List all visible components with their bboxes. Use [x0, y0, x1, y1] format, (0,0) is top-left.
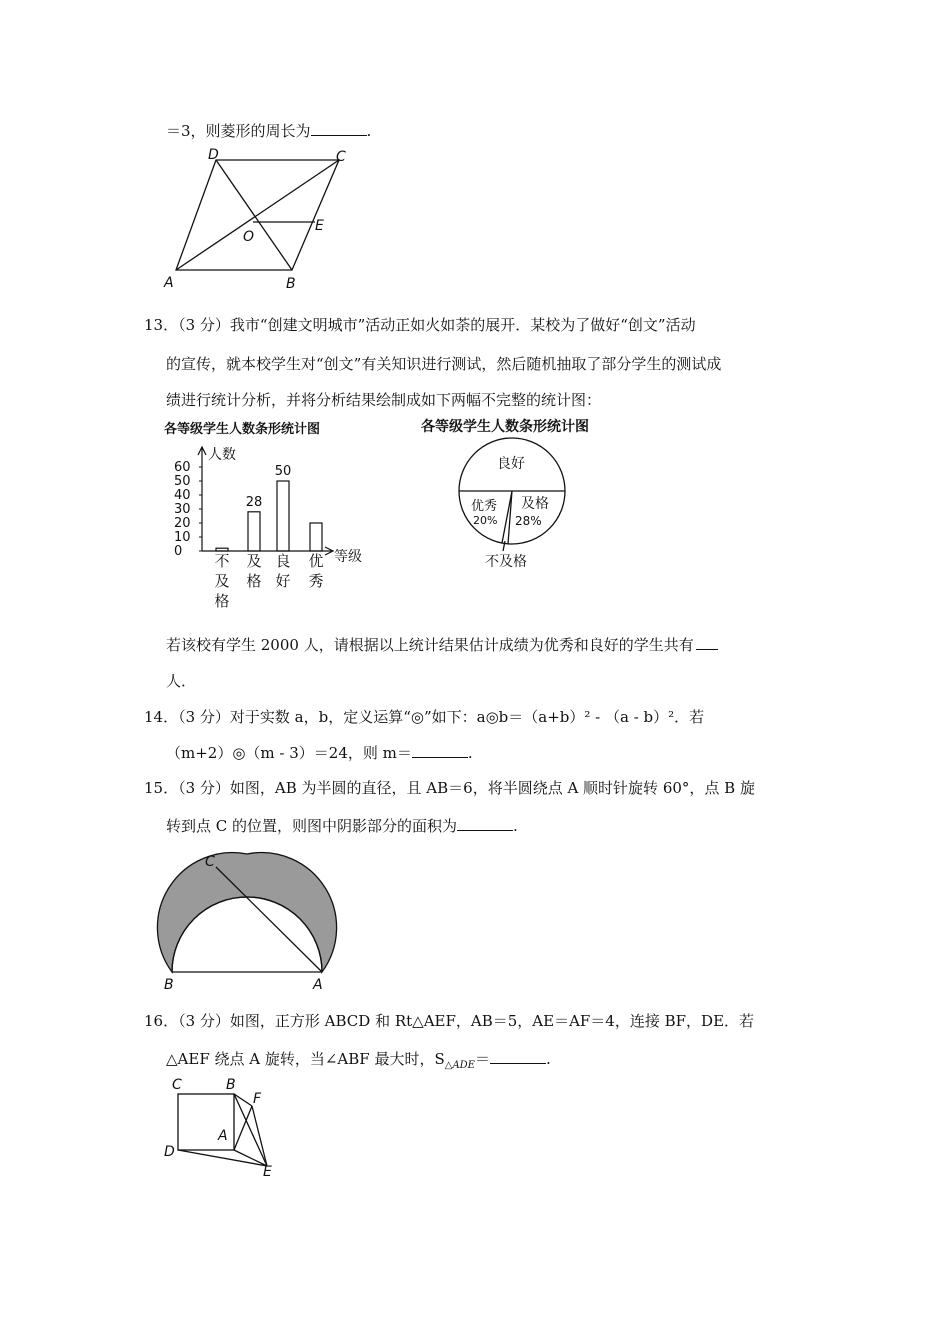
pie-value-excellent: 20%: [473, 514, 498, 527]
label-c: C: [205, 854, 215, 870]
label-d: D: [208, 147, 219, 163]
bar-2: [248, 512, 260, 551]
pie-value-pass: 28%: [515, 514, 542, 528]
answer-blank[interactable]: [696, 634, 718, 650]
x-category-label: 格: [214, 592, 230, 610]
bar-chart-ylabel: 人数: [208, 447, 236, 463]
pie-pointer: [503, 541, 505, 551]
y-tick-label: 10: [174, 530, 191, 545]
q14-line2: （m+2）◎（m - 3）＝24，则 m＝ .: [166, 744, 473, 762]
q13-question-line2: 人．: [166, 672, 197, 690]
pie-label-excellent: 优秀: [471, 499, 498, 514]
y-tick-label: 30: [174, 502, 191, 517]
y-tick-label: 20: [174, 516, 191, 531]
label-d: D: [164, 1144, 175, 1160]
answer-blank[interactable]: [311, 120, 367, 136]
y-tick-label: 60: [174, 460, 191, 475]
bar-data-label: 28: [245, 494, 263, 510]
q14-line1: 14．（3 分）对于实数 a，b，定义运算“◎”如下：a◎b＝（a+b）² - （a - b）²．若: [144, 708, 705, 726]
label-e: E: [263, 1164, 272, 1180]
answer-blank[interactable]: [490, 1048, 546, 1064]
label-c: C: [172, 1077, 182, 1093]
pie-label-pass: 及格: [521, 496, 549, 512]
x-category-label: 优: [308, 552, 324, 570]
x-category-label: 不: [214, 552, 230, 570]
q15-line2: 转到点 C 的位置，则图中阴影部分的面积为 .: [166, 817, 518, 835]
q13-line3: 绩进行统计分析，并将分析结果绘制成如下两幅不完整的统计图：: [166, 391, 602, 409]
label-c: C: [336, 149, 346, 165]
bar-chart-title: 各等级学生人数条形统计图: [164, 422, 321, 437]
bar-chart: [162, 415, 382, 610]
q16-line2: △AEF 绕点 A 旋转，当∠ABF 最大时，$S_{\triangle ADE}=$ .: [166, 1050, 551, 1071]
pie-chart-title: 各等级学生人数条形统计图: [421, 419, 589, 435]
answer-blank[interactable]: [457, 815, 513, 831]
label-b: B: [286, 276, 296, 292]
q15-line1: 15．（3 分）如图，AB 为半圆的直径，且 AB＝6，将半圆绕点 A 顺时针旋转 60°，点 B 旋: [144, 779, 755, 797]
q13-question-line1: 若该校有学生 2000 人，请根据以上统计结果估计成绩为优秀和良好的学生共有: [166, 634, 718, 655]
label-a: A: [218, 1128, 228, 1144]
bar-data-label: 50: [274, 464, 292, 479]
label-a: A: [164, 275, 174, 291]
answer-blank[interactable]: [412, 742, 468, 758]
bar-chart-xlabel: 等级: [334, 549, 362, 565]
q13-line2: 的宣传，就本校学生对“创文”有关知识进行测试，然后随机抽取了部分学生的测试成: [166, 355, 722, 373]
label-o: O: [243, 229, 255, 245]
bar-4: [310, 523, 322, 551]
pie-label-fail: 不及格: [485, 554, 527, 570]
y-tick-label: 50: [174, 474, 191, 489]
x-category-label: 秀: [308, 572, 324, 590]
semicircle-rotation-figure: [158, 846, 358, 996]
x-category-label: 良: [275, 552, 291, 570]
q12-text: ＝3，则菱形的周长为 .: [166, 122, 372, 140]
rhombus-figure: [160, 143, 346, 293]
pie-chart: [417, 413, 627, 573]
x-category-label: 好: [275, 572, 291, 590]
label-e: E: [315, 218, 324, 234]
label-b: B: [226, 1077, 236, 1093]
x-category-label: 及: [246, 552, 262, 570]
bar-3: [277, 481, 289, 551]
q13-line1: 13．（3 分）我市“创建文明城市”活动正如火如荼的展开．某校为了做好“创文”活动: [144, 316, 696, 334]
pie-label-good: 良好: [497, 456, 525, 472]
y-tick-label: 0: [174, 544, 183, 559]
q16-line1: 16．（3 分）如图，正方形 ABCD 和 Rt△AEF，AB＝5，AE＝AF＝4，连接 BF，DE．若: [144, 1012, 755, 1030]
label-a: A: [313, 977, 323, 993]
x-category-label: 格: [246, 572, 262, 590]
label-b: B: [164, 977, 174, 993]
label-f: F: [253, 1091, 262, 1107]
shaded-region: [157, 853, 336, 972]
bar-1: [216, 548, 228, 551]
x-category-label: 及: [214, 572, 230, 590]
square-triangle-figure: [160, 1072, 290, 1187]
y-tick-label: 40: [174, 488, 191, 503]
